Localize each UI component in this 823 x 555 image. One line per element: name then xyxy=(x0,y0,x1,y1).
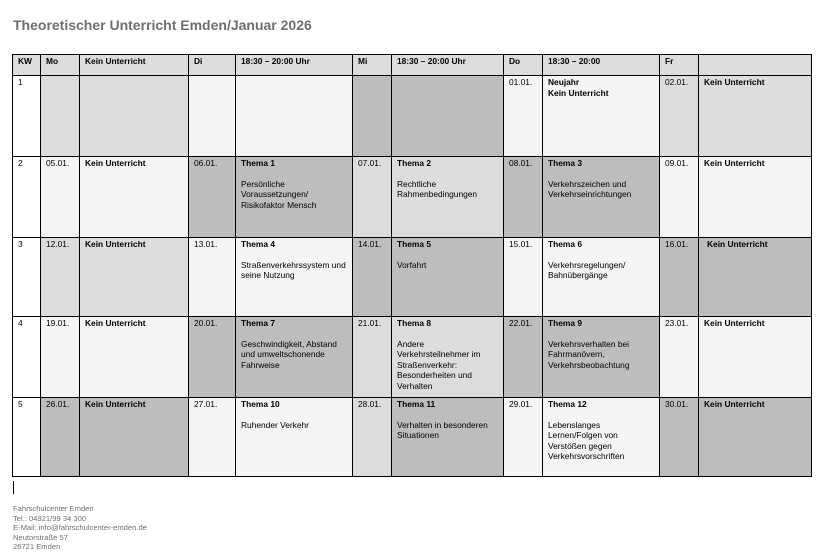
mi-date: 14.01. xyxy=(353,238,392,317)
do-title: Neujahr xyxy=(548,77,580,87)
fr-text: Kein Unterricht xyxy=(699,398,812,477)
do-title: Thema 3 xyxy=(548,158,582,168)
footer-contact xyxy=(13,504,147,552)
mo-text: Kein Unterricht xyxy=(80,317,189,398)
do-date: 01.01. xyxy=(504,76,543,157)
mi-title: Thema 8 xyxy=(397,318,431,328)
week-number: 5 xyxy=(13,398,41,477)
di-date: 06.01. xyxy=(189,157,236,238)
di-date xyxy=(189,76,236,157)
do-cell xyxy=(543,76,660,157)
do-title: Thema 9 xyxy=(548,318,582,328)
mi-date xyxy=(353,76,392,157)
table-row xyxy=(13,238,812,317)
mi-cell xyxy=(392,398,504,477)
header-fr: Fr xyxy=(660,55,699,76)
fr-date: 09.01. xyxy=(660,157,699,238)
di-date: 20.01. xyxy=(189,317,236,398)
mi-cell xyxy=(392,317,504,398)
do-text: Kein Unterricht xyxy=(548,87,609,98)
mo-text: Kein Unterricht xyxy=(80,398,189,477)
fr-date: 02.01. xyxy=(660,76,699,157)
header-di: Di xyxy=(189,55,236,76)
mi-date: 28.01. xyxy=(353,398,392,477)
mi-title: Thema 5 xyxy=(397,239,431,249)
mo-text: Kein Unterricht xyxy=(80,157,189,238)
text-cursor xyxy=(13,481,14,494)
di-cell xyxy=(236,157,353,238)
header-row xyxy=(13,55,812,76)
mo-text xyxy=(80,76,189,157)
mo-date: 19.01. xyxy=(41,317,80,398)
do-cell xyxy=(543,157,660,238)
do-text: Verkehrsregelungen/ Bahnübergänge xyxy=(548,259,626,280)
mi-cell xyxy=(392,76,504,157)
page-title: Theoretischer Unterricht Emden/Januar 2026 xyxy=(13,17,312,33)
di-date: 13.01. xyxy=(189,238,236,317)
footer-phone: Tel.: 04921/99 34 300 xyxy=(13,513,87,523)
di-cell xyxy=(236,76,353,157)
fr-date: 16.01. xyxy=(660,238,699,317)
header-di-time: 18:30 – 20:00 Uhr xyxy=(236,55,353,76)
fr-date: 23.01. xyxy=(660,317,699,398)
di-text: Geschwindigkeit, Abstand und umweltschonende Fahrweise xyxy=(241,338,337,370)
do-date: 15.01. xyxy=(504,238,543,317)
do-date: 29.01. xyxy=(504,398,543,477)
footer-city: 26721 Emden xyxy=(13,542,61,552)
header-do-time: 18:30 – 20:00 xyxy=(543,55,660,76)
do-title: Thema 12 xyxy=(548,399,587,409)
week-number: 4 xyxy=(13,317,41,398)
mi-date: 21.01. xyxy=(353,317,392,398)
mi-date: 07.01. xyxy=(353,157,392,238)
table-row xyxy=(13,157,812,238)
do-date: 22.01. xyxy=(504,317,543,398)
schedule-table xyxy=(12,54,812,477)
di-text: Persönliche Voraussetzungen/ Risikofaktor Mensch xyxy=(241,178,317,210)
week-number: 2 xyxy=(13,157,41,238)
fr-date: 30.01. xyxy=(660,398,699,477)
do-date: 08.01. xyxy=(504,157,543,238)
mi-text: Rechtliche Rahmenbedingungen xyxy=(397,178,478,199)
mi-cell xyxy=(392,157,504,238)
header-fr-note xyxy=(699,55,812,76)
di-cell xyxy=(236,238,353,317)
week-number: 1 xyxy=(13,76,41,157)
table-row xyxy=(13,317,812,398)
header-mo: Mo xyxy=(41,55,80,76)
table-row xyxy=(13,398,812,477)
header-mi-time: 18:30 – 20:00 Uhr xyxy=(392,55,504,76)
do-text: Verkehrsverhalten bei Fahrmanövern, Verkehrsbeobachtung xyxy=(548,338,630,370)
mo-date: 05.01. xyxy=(41,157,80,238)
week-number: 3 xyxy=(13,238,41,317)
do-cell xyxy=(543,398,660,477)
fr-text: Kein Unterricht xyxy=(699,76,812,157)
mi-text: Andere Verkehrsteilnehmer im Straßenverkehr: Besonderheiten und Verhalten xyxy=(397,338,481,391)
do-text: Lebenslanges Lernen/Folgen von Verstößen gegen Verkehrsvorschriften xyxy=(548,419,625,461)
header-do: Do xyxy=(504,55,543,76)
di-cell xyxy=(236,398,353,477)
di-date: 27.01. xyxy=(189,398,236,477)
di-text: Ruhender Verkehr xyxy=(241,419,309,430)
do-cell xyxy=(543,317,660,398)
do-text: Verkehrszeichen und Verkehrseinrichtungen xyxy=(548,178,632,199)
mo-date xyxy=(41,76,80,157)
fr-text: Kein Unterricht xyxy=(699,157,812,238)
header-mi: Mi xyxy=(353,55,392,76)
fr-text: Kein Unterricht xyxy=(699,317,812,398)
di-title: Thema 7 xyxy=(241,318,275,328)
table-row xyxy=(13,76,812,157)
mi-title: Thema 2 xyxy=(397,158,431,168)
do-cell xyxy=(543,238,660,317)
footer-email: E-Mail: info@fahrschulcenter-emden.de xyxy=(13,523,147,533)
mo-date: 26.01. xyxy=(41,398,80,477)
di-cell xyxy=(236,317,353,398)
header-kw: KW xyxy=(13,55,41,76)
di-title: Thema 1 xyxy=(241,158,275,168)
fr-text: Kein Unterricht xyxy=(699,238,812,317)
mi-title: Thema 11 xyxy=(397,399,436,409)
footer-street: Neutorstraße 57 xyxy=(13,532,68,542)
di-text: Straßenverkehrssystem und seine Nutzung xyxy=(241,259,346,280)
header-mo-note: Kein Unterricht xyxy=(80,55,189,76)
footer-company: Fahrschulcenter Emden xyxy=(13,504,94,513)
mo-date: 12.01. xyxy=(41,238,80,317)
di-title: Thema 10 xyxy=(241,399,280,409)
mi-text: Verhalten in besonderen Situationen xyxy=(397,419,488,440)
di-title: Thema 4 xyxy=(241,239,275,249)
mo-text: Kein Unterricht xyxy=(80,238,189,317)
mi-cell xyxy=(392,238,504,317)
do-title: Thema 6 xyxy=(548,239,582,249)
mi-text: Vorfahrt xyxy=(397,259,427,270)
